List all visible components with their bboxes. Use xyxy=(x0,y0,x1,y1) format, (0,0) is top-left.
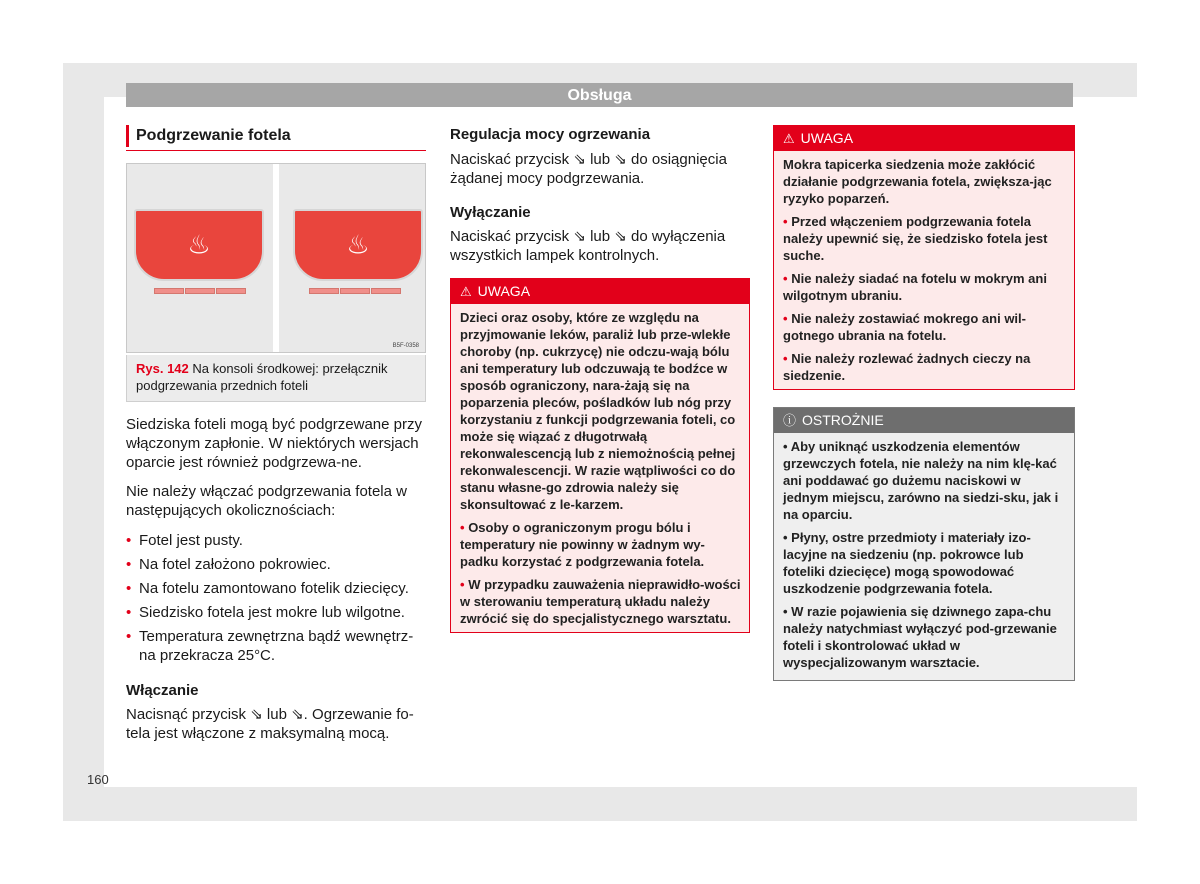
section-title: Podgrzewanie fotela xyxy=(126,125,426,147)
exclamation-circle-icon: ⓘ xyxy=(783,413,797,428)
notice-header: ⓘ OSTROŻNIE xyxy=(774,408,1074,433)
warning-box xyxy=(450,278,750,633)
warning-item: • Przed włączeniem podgrzewania fotela należy upewnić się, że siedzisko fotela jest suche. xyxy=(783,214,1048,263)
warning-paragraph: Mokra tapicerka siedzenia może zakłócić działanie podgrzewania fotela, zwiększa-jąc ryzyko poparzeń. xyxy=(783,157,1052,206)
chapter-header: Obsługa xyxy=(126,83,1073,107)
warning-body xyxy=(774,151,1074,389)
warning-triangle-icon: ⚠ xyxy=(783,131,795,146)
warning-item: • Nie należy rozlewać żadnych cieczy na siedzenie. xyxy=(783,351,1031,383)
column-middle xyxy=(450,125,750,633)
paragraph: Nie należy włączać podgrzewania fotela w następujących okolicznościach: xyxy=(126,483,407,519)
indicator-led xyxy=(371,288,401,294)
section-divider xyxy=(126,150,426,151)
warning-box xyxy=(773,125,1075,390)
figure-code: B5F-0358 xyxy=(392,343,419,349)
warning-paragraph: Dzieci oraz osoby, które ze względu na przyjmowanie leków, paraliż lub prze-wlekłe choroby (np. cukrzycę) nie odczu-wają bólu ani temperatury lub odczuwają te bodźce w sposób ograniczony, nara-żają się na poparzenia pleców, pośladków lub nóg przy korzystaniu z funkcji podgrzewania foteli, co może się wiązać z długotrwałą rekonwalescencją lub z niemożnością pełnej rekonwalescencji. W razie wątpliwości co do stanu własne-go zdrowia należy się skonsultować z le-karzem. xyxy=(460,310,736,512)
column-right xyxy=(773,125,1075,681)
indicator-led xyxy=(154,288,184,294)
warning-body xyxy=(451,304,749,632)
figure-caption-text: Na konsoli środkowej: przełącznik podgrzewania przednich foteli xyxy=(136,361,388,393)
warning-item: • Nie należy zostawiać mokrego ani wil-gotnego ubrania na fotelu. xyxy=(783,311,1026,343)
indicator-led xyxy=(340,288,370,294)
list-item: • Temperatura zewnętrzna bądź wewnętrz-na przekracza 25°C. xyxy=(126,628,414,664)
figure-caption xyxy=(126,355,426,402)
paragraph: Siedziska foteli mogą być podgrzewane przy włączonym zapłonie. W niektórych wersjach oparcie jest również podgrzewa-ne. xyxy=(126,416,422,471)
conditions-list xyxy=(126,531,426,665)
figure-number: Rys. 142 xyxy=(136,361,189,376)
seat-heating-figure xyxy=(126,163,426,353)
indicator-led xyxy=(216,288,246,294)
seat-heating-button-right xyxy=(293,209,423,281)
heated-seat-icon: ♨ xyxy=(346,229,370,260)
column-left xyxy=(126,125,426,743)
warning-triangle-icon: ⚠ xyxy=(460,284,472,299)
notice-body xyxy=(774,433,1074,680)
warning-item: • Nie należy siadać na fotelu w mokrym ani wilgotnym ubraniu. xyxy=(783,271,1047,303)
subheading-regulation: Regulacja mocy ogrzewania xyxy=(450,126,651,143)
warning-item: • Osoby o ograniczonym progu bólu i temperatury nie powinny w żadnym wy-padku korzystać z podgrzewania fotela. xyxy=(460,520,705,569)
page-number: 160 xyxy=(87,772,109,787)
heated-seat-icon: ♨ xyxy=(187,229,211,260)
notice-item: • Aby uniknąć uszkodzenia elementów grzewczych fotela, nie należy na nim klę-kać ani poddawać go dużemu naciskowi w jednym miejscu, zarówno na siedzi-sku, jak i na oparciu. xyxy=(783,439,1059,522)
list-item: • Na fotel założono pokrowiec. xyxy=(126,556,331,573)
list-item: • Na fotelu zamontowano fotelik dziecięcy. xyxy=(126,580,409,597)
notice-item: • W razie pojawienia się dziwnego zapa-chu należy natychmiast wyłączyć pod-grzewanie foteli i skontrolować układ w wyspecjalizowanym warsztacie. xyxy=(783,604,1057,670)
indicator-led xyxy=(185,288,215,294)
seat-heating-button-left xyxy=(134,209,264,281)
list-item: • Fotel jest pusty. xyxy=(126,532,243,549)
paragraph: Nacisnąć przycisk ⇘ lub ⇘. Ogrzewanie fo-tela jest włączone z maksymalną mocą. xyxy=(126,706,414,742)
subheading-off: Wyłączanie xyxy=(450,204,531,221)
subheading-on: Włączanie xyxy=(126,682,199,699)
warning-header: ⚠ UWAGA xyxy=(774,126,1074,151)
notice-item: • Płyny, ostre przedmioty i materiały izo-lacyjne na siedzeniu (np. pokrowce lub foteliki dziecięce) mogą spowodować uszkodzenie podgrzewania fotela. xyxy=(783,530,1031,596)
notice-box xyxy=(773,407,1075,681)
warning-item: • W przypadku zauważenia nieprawidło-wości w sterowaniu temperaturą układu należy zwrócić się do specjalistycznego warsztatu. xyxy=(460,577,741,626)
paragraph: Naciskać przycisk ⇘ lub ⇘ do osiągnięcia żądanej mocy podgrzewania. xyxy=(450,151,727,187)
figure-divider xyxy=(273,164,279,353)
warning-header: ⚠ UWAGA xyxy=(451,279,749,304)
paragraph: Naciskać przycisk ⇘ lub ⇘ do wyłączenia wszystkich lampek kontrolnych. xyxy=(450,228,726,264)
list-item: • Siedzisko fotela jest mokre lub wilgotne. xyxy=(126,604,405,621)
indicator-led xyxy=(309,288,339,294)
